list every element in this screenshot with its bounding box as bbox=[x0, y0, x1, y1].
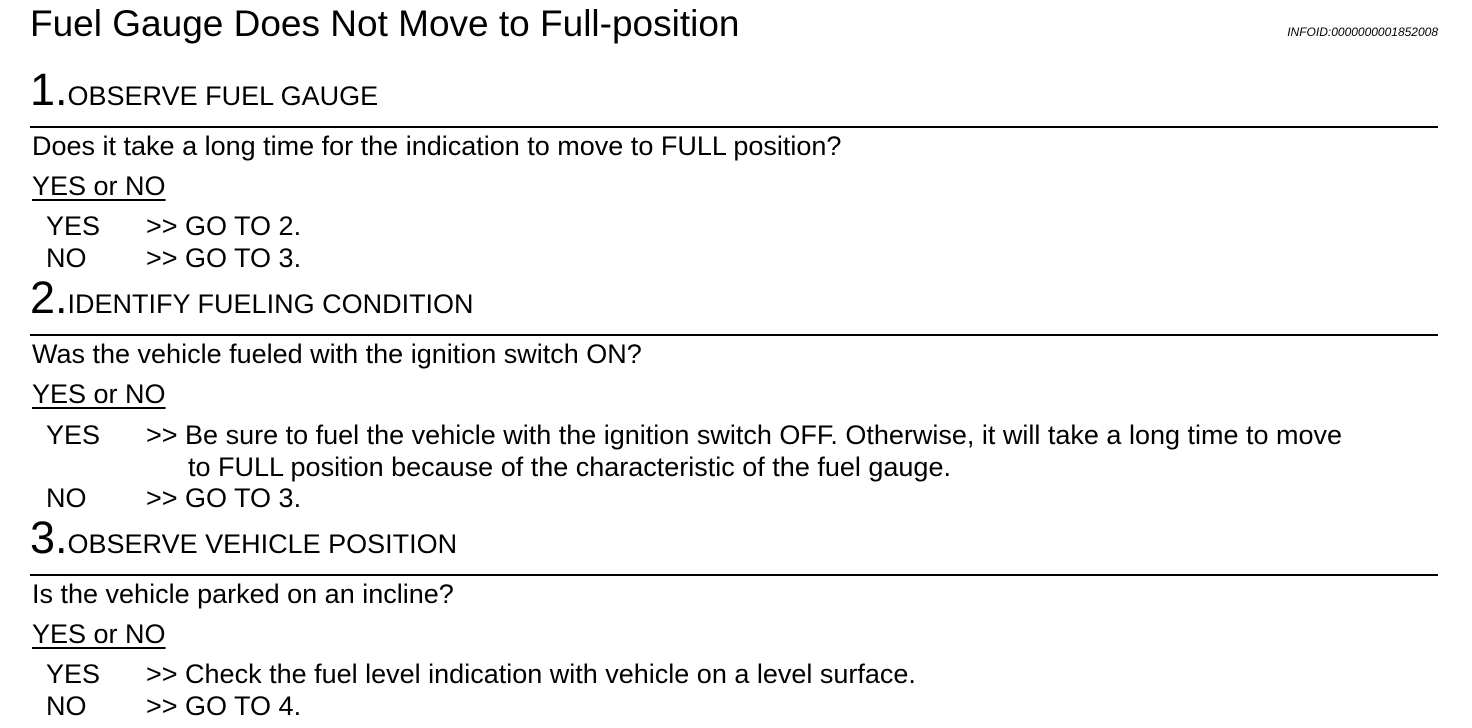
page-title: Fuel Gauge Does Not Move to Full-position bbox=[30, 3, 740, 44]
step-1-number: 1. bbox=[30, 64, 68, 115]
step-1-answer-yes-key: YES bbox=[46, 211, 101, 241]
step-3-answer-no-key: NO bbox=[46, 691, 87, 721]
step-2-title bbox=[30, 274, 474, 333]
step-3-answer-yes-value: >> Check the fuel level indication with vehicle on a level surface. bbox=[146, 659, 916, 689]
step-1-question: Does it take a long time for the indication to move to FULL position? bbox=[32, 131, 842, 161]
step-1-rule bbox=[30, 126, 1438, 128]
step-3-title bbox=[30, 514, 457, 573]
step-2-number: 2. bbox=[30, 272, 68, 323]
step-1-yes-or-no: YES or NO bbox=[32, 171, 166, 201]
step-3-answer-no-value: >> GO TO 4. bbox=[146, 691, 302, 721]
step-3-rule bbox=[30, 574, 1438, 576]
step-1-title bbox=[30, 66, 378, 125]
step-3-answer-yes-key: YES bbox=[46, 659, 101, 689]
step-2-rule bbox=[30, 334, 1438, 336]
info-id: INFOID:0000000001852008 bbox=[1287, 25, 1438, 39]
step-2-heading: IDENTIFY FUELING CONDITION bbox=[67, 289, 474, 319]
step-1-answer-yes-value: >> GO TO 2. bbox=[146, 211, 302, 241]
step-2-answer-no-key: NO bbox=[46, 483, 87, 513]
step-3-question: Is the vehicle parked on an incline? bbox=[32, 579, 454, 609]
step-2-answer-no-value: >> GO TO 3. bbox=[146, 483, 302, 513]
step-2-answer-yes-value: >> Be sure to fuel the vehicle with the ignition switch OFF. Otherwise, it will take a long time to move bbox=[146, 420, 1343, 450]
step-1-answer-no-key: NO bbox=[46, 243, 87, 273]
step-1-heading: OBSERVE FUEL GAUGE bbox=[67, 81, 379, 111]
step-3-heading: OBSERVE VEHICLE POSITION bbox=[67, 529, 458, 559]
step-2-question: Was the vehicle fueled with the ignition switch ON? bbox=[32, 339, 642, 369]
step-2-yes-or-no: YES or NO bbox=[32, 379, 166, 409]
step-3-yes-or-no: YES or NO bbox=[32, 619, 166, 649]
step-2-answer-yes-key: YES bbox=[46, 420, 101, 450]
step-1-answer-no-value: >> GO TO 3. bbox=[146, 243, 302, 273]
step-2-answer-yes-continuation: to FULL position because of the characteristic of the fuel gauge. bbox=[188, 452, 951, 482]
step-3-number: 3. bbox=[30, 512, 68, 563]
